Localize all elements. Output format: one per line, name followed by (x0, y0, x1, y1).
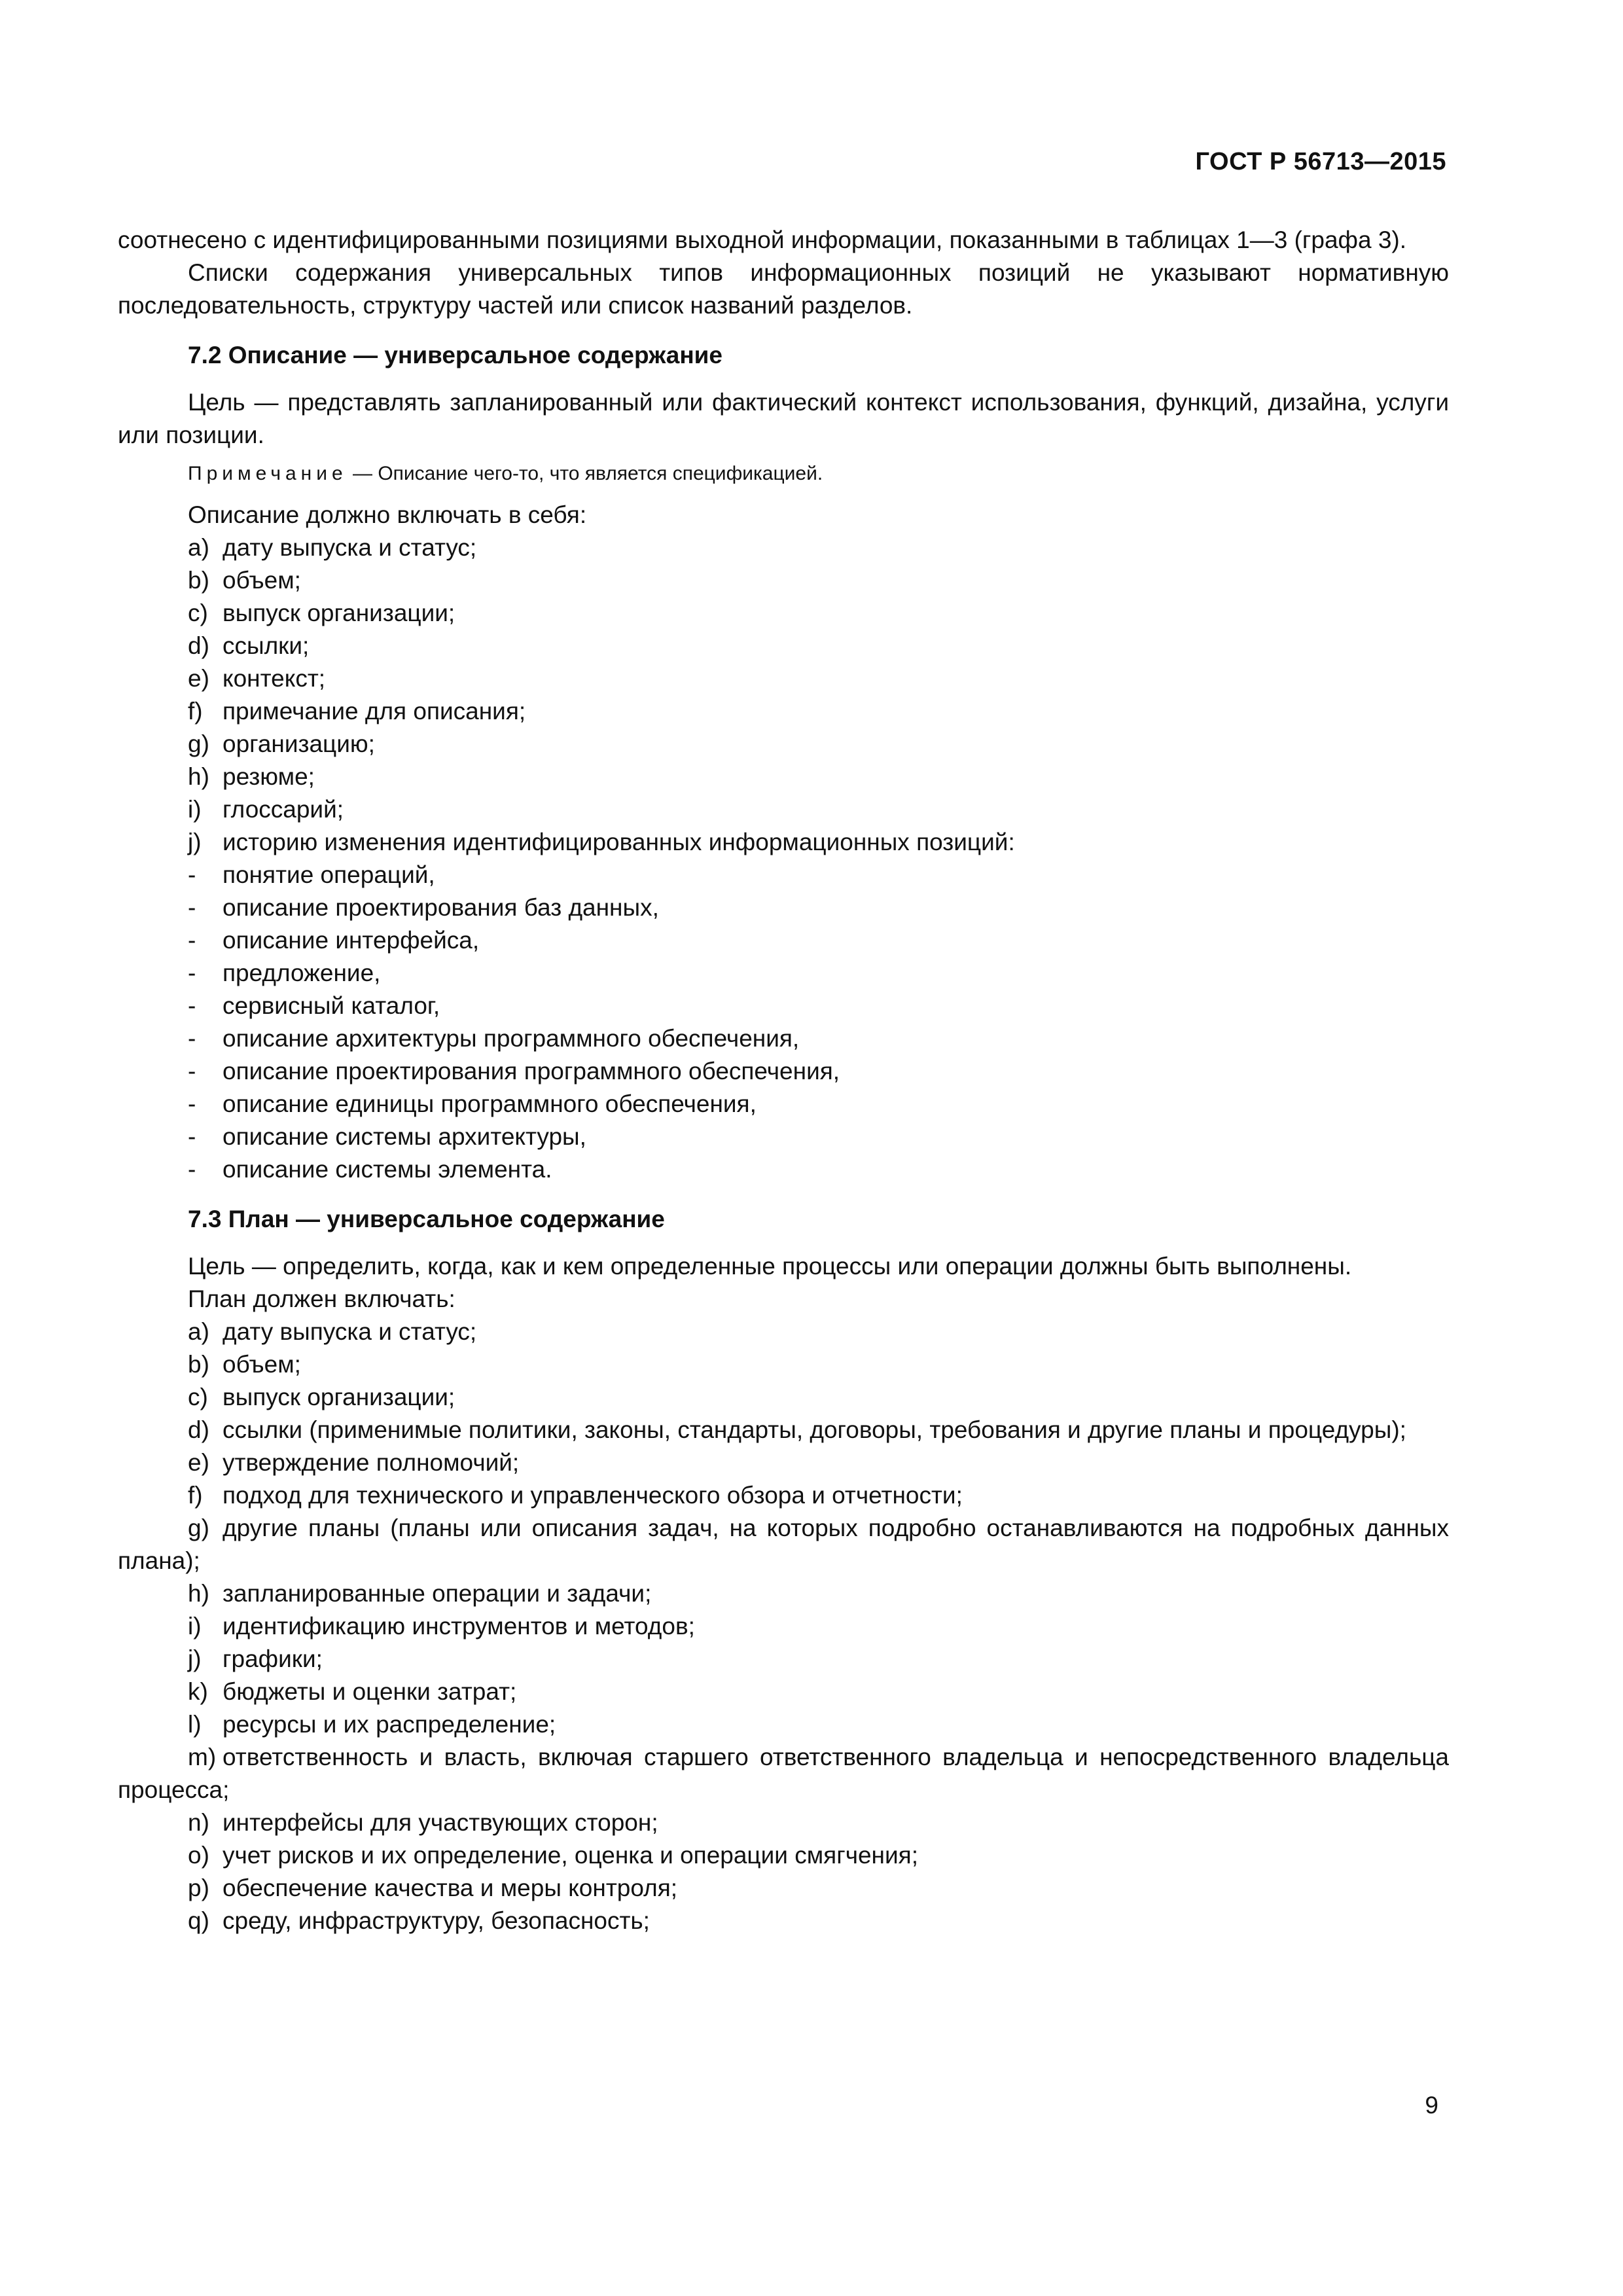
list-item-text: контекст; (223, 665, 326, 692)
list-item (118, 793, 1449, 826)
list-item-text: идентификацию инструментов и методов; (223, 1613, 695, 1640)
list-item (118, 1577, 1449, 1610)
dash-item-text: описание интерфейса, (223, 927, 480, 954)
list-item (118, 1708, 1449, 1741)
dash-list-item (118, 1088, 1449, 1121)
list-marker: e) (188, 1449, 209, 1476)
list-item (118, 826, 1449, 859)
list-marker: i) (188, 796, 202, 823)
dash-marker: - (188, 1156, 196, 1183)
list-marker: n) (188, 1809, 209, 1836)
list-marker: d) (188, 632, 209, 659)
dash-marker: - (188, 894, 196, 921)
list-item (118, 597, 1449, 630)
list-marker: g) (188, 730, 209, 757)
section-7-2-goal: Цель — представлять запланированный или фактический контекст использования, функций, дизайна, услуги или позиции. (118, 389, 1449, 448)
list-item-text: другие планы (планы или описания задач, на которых подробно останавливаются на подробных данных плана); (118, 1515, 1449, 1574)
dash-marker: - (188, 992, 196, 1019)
section-7-2-heading: 7.2 Описание — универсальное содержание (188, 342, 722, 368)
list-marker: h) (188, 763, 209, 790)
dash-item-text: понятие операций, (223, 861, 435, 888)
list-marker: p) (188, 1874, 209, 1901)
dash-list-item (118, 1022, 1449, 1055)
list-item-text: запланированные операции и задачи; (223, 1580, 652, 1607)
section-7-2-lead: Описание должно включать в себя: (188, 501, 587, 528)
list-item (118, 1479, 1449, 1512)
dash-marker: - (188, 927, 196, 954)
list-item-text: дату выпуска и статус; (223, 1318, 477, 1345)
list-item-text: обеспечение качества и меры контроля; (223, 1874, 678, 1901)
list-marker: q) (188, 1907, 209, 1934)
list-item-text: резюме; (223, 763, 315, 790)
dash-item-text: описание архитектуры программного обеспечения, (223, 1025, 800, 1052)
section-7-3-lead: План должен включать: (188, 1285, 455, 1312)
list-item (118, 1643, 1449, 1676)
list-item (118, 1348, 1449, 1381)
list-item (118, 761, 1449, 793)
list-marker: c) (188, 600, 208, 626)
list-marker: k) (188, 1678, 208, 1705)
dash-marker: - (188, 1090, 196, 1117)
list-item-text: объем; (223, 567, 301, 594)
list-item-text: ресурсы и их распределение; (223, 1711, 556, 1738)
dash-list-item (118, 1121, 1449, 1153)
list-item (118, 531, 1449, 564)
list-marker: j) (188, 829, 202, 855)
dash-list-item (118, 891, 1449, 924)
note-label: Примечание (188, 463, 348, 484)
list-marker: a) (188, 1318, 209, 1345)
list-marker: c) (188, 1384, 208, 1410)
list-item-text: среду, инфраструктуру, безопасность; (223, 1907, 650, 1934)
list-marker: e) (188, 665, 209, 692)
list-item-text: утверждение полномочий; (223, 1449, 520, 1476)
dash-item-text: описание единицы программного обеспечения, (223, 1090, 757, 1117)
list-item-text: глоссарий; (223, 796, 344, 823)
section-7-2-note (118, 459, 1449, 488)
dash-item-text: сервисный каталог, (223, 992, 440, 1019)
list-item (118, 1806, 1449, 1839)
list-item-text: выпуск организации; (223, 600, 455, 626)
list-marker: b) (188, 1351, 209, 1378)
dash-marker: - (188, 1025, 196, 1052)
list-item (118, 1905, 1449, 1937)
list-marker: f) (188, 1482, 203, 1509)
list-marker: i) (188, 1613, 202, 1640)
dash-item-text: описание системы элемента. (223, 1156, 552, 1183)
list-item-text: дату выпуска и статус; (223, 534, 477, 561)
section-7-3-heading: 7.3 План — универсальное содержание (188, 1206, 665, 1232)
list-item (118, 1839, 1449, 1872)
list-item-text: бюджеты и оценки затрат; (223, 1678, 517, 1705)
list-item (118, 662, 1449, 695)
list-marker: h) (188, 1580, 209, 1607)
dash-item-text: описание проектирования баз данных, (223, 894, 659, 921)
list-marker: j) (188, 1645, 202, 1672)
list-item-text: выпуск организации; (223, 1384, 455, 1410)
dash-marker: - (188, 1123, 196, 1150)
list-item (118, 695, 1449, 728)
list-item: d) ссылки (применимые политики, законы, стандарты, договоры, требования и другие планы и процедуры); (188, 1416, 1406, 1443)
dash-item-text: описание проектирования программного обеспечения, (223, 1058, 840, 1085)
dash-item-text: описание системы архитектуры, (223, 1123, 586, 1150)
intro-paragraph-2: Списки содержания универсальных типов информационных позиций не указывают нормативную последовательность, структуру частей или список названий разделов. (118, 259, 1449, 319)
section-7-3-list (118, 1316, 1449, 1937)
dash-list-item (118, 1055, 1449, 1088)
list-marker: b) (188, 567, 209, 594)
dash-marker: - (188, 960, 196, 986)
list-item (118, 1446, 1449, 1479)
list-item-text: графики; (223, 1645, 323, 1672)
list-item-text: историю изменения идентифицированных информационных позиций: (223, 829, 1015, 855)
list-item-text: ссылки (применимые политики, законы, стандарты, договоры, требования и другие планы и процедуры); (223, 1416, 1406, 1443)
dash-list-item (118, 990, 1449, 1022)
list-item (118, 1316, 1449, 1348)
list-item-text: примечание для описания; (223, 698, 526, 725)
list-item-text: ответственность и власть, включая старшего ответственного владельца и непосредственного владельца процесса; (118, 1744, 1449, 1803)
dash-marker: - (188, 1058, 196, 1085)
list-item (118, 1676, 1449, 1708)
dash-list-item (118, 957, 1449, 990)
dash-list-item (118, 924, 1449, 957)
list-item-text: интерфейсы для участвующих сторон; (223, 1809, 658, 1836)
dash-marker: - (188, 861, 196, 888)
list-item: m) ответственность и власть, включая старшего ответственного владельца и непосредственного владельца процесса; (118, 1744, 1449, 1803)
intro-paragraph-1: соотнесено с идентифицированными позициями выходной информации, показанными в таблицах 1—3 (графа 3). (118, 226, 1407, 253)
list-item (118, 1381, 1449, 1414)
list-item (118, 728, 1449, 761)
list-marker: a) (188, 534, 209, 561)
list-item-text: ссылки; (223, 632, 310, 659)
note-text: — Описание чего-то, что является спецификацией. (347, 463, 823, 484)
list-item: g) другие планы (планы или описания задач, на которых подробно останавливаются на подробных данных плана); (118, 1515, 1449, 1574)
section-7-2-list (118, 531, 1449, 859)
list-item-text: организацию; (223, 730, 375, 757)
list-item (118, 564, 1449, 597)
page-number: 9 (1425, 2092, 1438, 2119)
dash-list-item (118, 1153, 1449, 1186)
list-item-text: объем; (223, 1351, 301, 1378)
section-7-2-dash-list (118, 859, 1449, 1186)
list-marker: o) (188, 1842, 209, 1869)
list-item (118, 630, 1449, 662)
list-marker: l) (188, 1711, 202, 1738)
dash-item-text: предложение, (223, 960, 381, 986)
section-7-3-goal: Цель — определить, когда, как и кем определенные процессы или операции должны быть выполнены. (188, 1253, 1352, 1280)
list-item (118, 1610, 1449, 1643)
standard-code: ГОСТ Р 56713—2015 (1195, 148, 1446, 175)
list-item-text: подход для технического и управленческого обзора и отчетности; (223, 1482, 963, 1509)
list-item (118, 1872, 1449, 1905)
list-item-text: учет рисков и их определение, оценка и операции смягчения; (223, 1842, 918, 1869)
document-body (118, 224, 1449, 1937)
dash-list-item (118, 859, 1449, 891)
list-marker: f) (188, 698, 203, 725)
